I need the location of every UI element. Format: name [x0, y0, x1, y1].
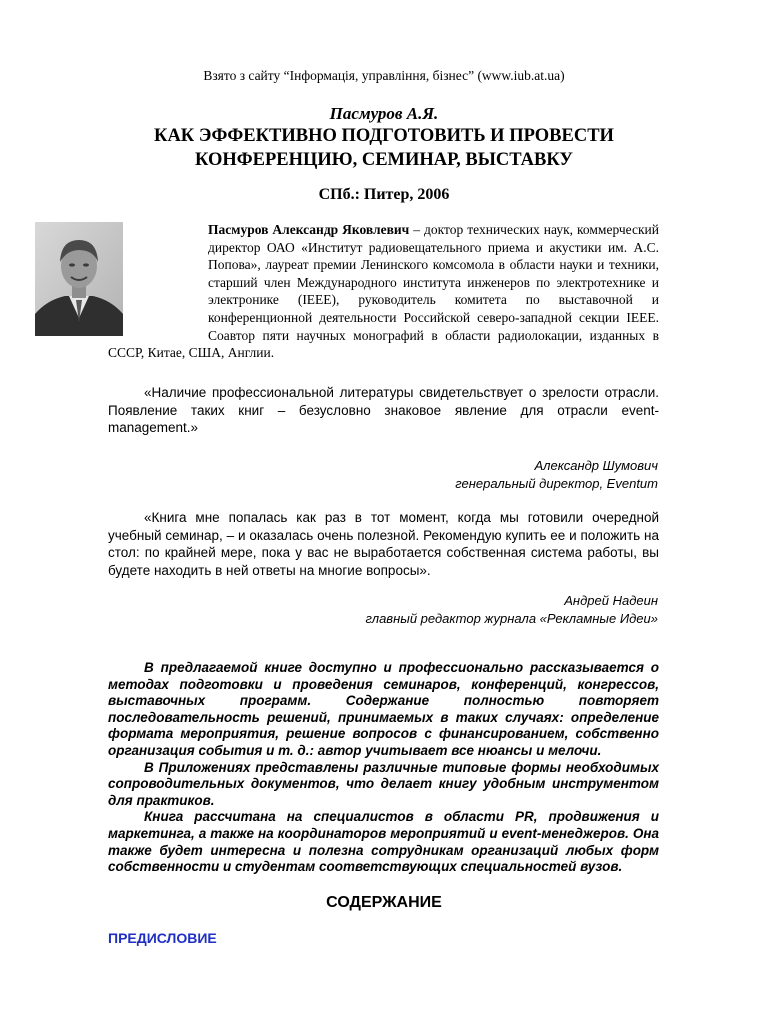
publisher-line: СПб.: Питер, 2006 [318, 186, 450, 203]
quote-1-text: «Наличие профессиональной литературы свидетельствует о зрелости отрасли. Появление таких книг – безусловно знаковое явление для отрасли event-management.» [108, 385, 659, 436]
quote-2-author: Андрей Надеин [564, 593, 658, 608]
book-title-line2: КОНФЕРЕНЦИЮ, СЕМИНАР, ВЫСТАВКУ [195, 150, 573, 170]
book-author: Пасмуров А.Я. [329, 104, 439, 123]
bio-name: Пасмуров Александр Яковлевич [208, 222, 410, 237]
bio-text: – доктор технических наук, коммерческий директор ОАО «Институт радиовещательного приема и акустики им. А.С. Попова», лауреат премии Ленинского комсомола в области науки и техники, старший член Международного института инженеров по электротехнике и электронике (IEEE), руководитель комитета по выставочной и конференционной деятельности Российской северо-западной секции IEEE. Соавтор пяти научных монографий в области радиолокации, изданных в СССР, Китае, США, Англии. [108, 222, 659, 361]
annotation-paragraph: Книга рассчитана на специалистов в области PR, продвижения и маркетинга, а также на координаторов мероприятий и event-менеджеров. Она также будет интересна и полезна сотрудникам организаций любых форм собственности и студентам соответствующих специальностей вузов. [108, 809, 659, 875]
annotation-paragraph: В предлагаемой книге доступно и профессионально рассказывается о методах подготовки и проведения семинаров, конференций, конгрессов, выставочных программ. Содержание полностью повторяет последовательность решений, принимаемых в таких случаях: определение формата мероприятия, решение вопросов с финансированием, собственно организация события и т. д.: автор учитывает все нюансы и мелочи. [108, 660, 659, 758]
quote-1-role: генеральный директор, Eventum [455, 476, 658, 491]
toc-link-preface[interactable]: ПРЕДИСЛОВИЕ [108, 930, 217, 946]
book-title [60, 124, 708, 172]
author-bio [108, 221, 659, 362]
toc-heading: СОДЕРЖАНИЕ [326, 894, 442, 911]
book-annotation [108, 660, 659, 876]
annotation-paragraph: В Приложениях представлены различные типовые формы необходимых сопроводительных документов, что делает книгу удобным инструментом для практиков. [108, 759, 659, 808]
book-title-line1: КАК ЭФФЕКТИВНО ПОДГОТОВИТЬ И ПРОВЕСТИ [154, 126, 614, 146]
quote-2-role: главный редактор журнала «Рекламные Идеи» [365, 611, 658, 626]
quote-2-text: «Книга мне попалась как раз в тот момент, когда мы готовили очередной учебный семинар, – и оказалась очень полезной. Рекомендую купить ее и положить на стол: по крайней мере, пока у вас не выработается собственная система работы, вы будете находить в ней ответы на многие вопросы». [108, 510, 659, 578]
source-note: Взято з сайту “Інформація, управління, бізнес” (www.iub.at.ua) [203, 68, 565, 83]
quote-1-author: Александр Шумович [534, 458, 658, 473]
